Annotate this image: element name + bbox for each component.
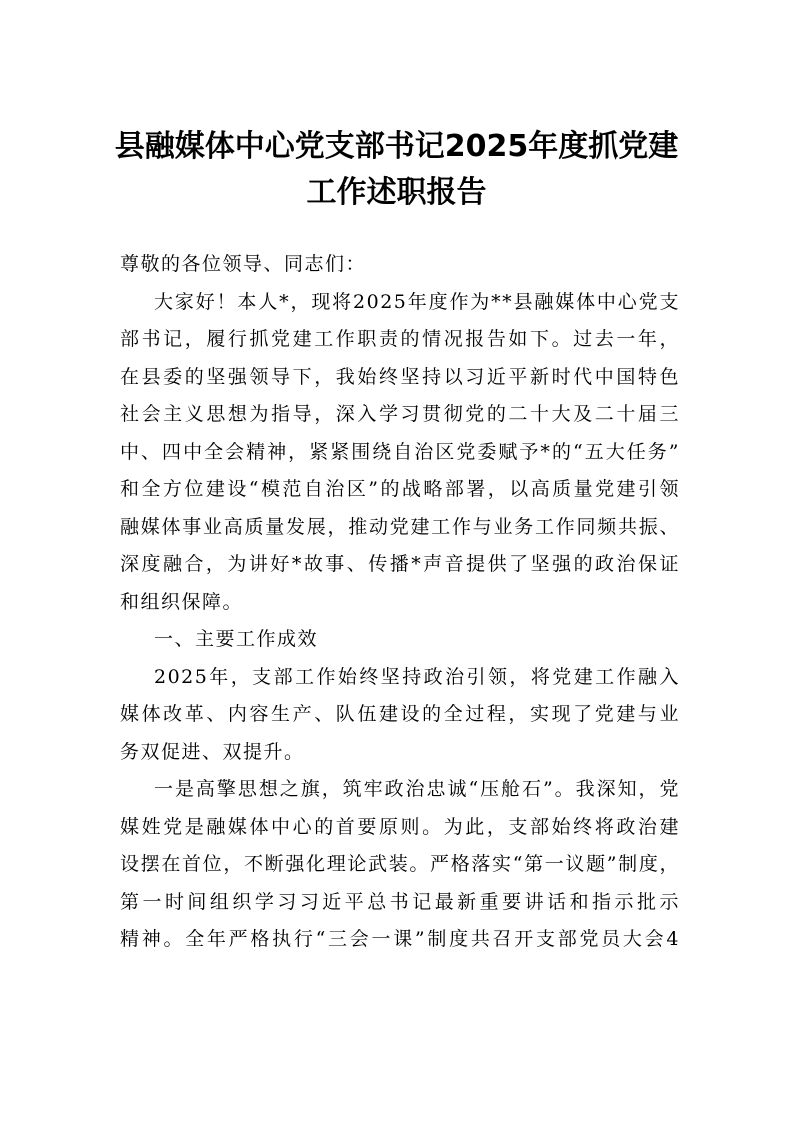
salutation: 尊敬的各位领导、同志们： (120, 253, 367, 275)
document-title-line-1: 县融媒体中心党支部书记2025年度抓党建 (114, 129, 679, 164)
document-title-line-2: 工作述职报告 (306, 175, 487, 210)
paragraph-line: 部书记，履行抓党建工作职责的情况报告如下。过去一年， (120, 328, 680, 350)
section-heading: 一、主要工作成效 (154, 628, 319, 650)
document-body (120, 246, 680, 959)
paragraph-line: 务双促进、双提升。 (120, 740, 305, 763)
paragraph-line: 融媒体事业高质量发展，推动党建工作与业务工作同频共振、 (120, 515, 680, 538)
paragraph-line: 2025年，支部工作始终坚持政治引领，将党建工作融入 (154, 665, 680, 688)
paragraph-line: 设摆在首位，不断强化理论武装。严格落实“第一议题”制度， (120, 853, 680, 875)
paragraph-line: 大家好！本人*，现将2025年度作为**县融媒体中心党支 (154, 290, 680, 313)
paragraph-line: 第一时间组织学习习近平总书记最新重要讲话和指示批示 (120, 890, 680, 913)
paragraph-line: 媒姓党是融媒体中心的首要原则。为此，支部始终将政治建 (120, 815, 680, 838)
paragraph-line: 中、四中全会精神，紧紧围绕自治区党委赋予*的“五大任务” (120, 440, 680, 463)
paragraph-line: 媒体改革、内容生产、队伍建设的全过程，实现了党建与业 (120, 703, 680, 725)
paragraph-line: 在县委的坚强领导下，我始终坚持以习近平新时代中国特色 (120, 365, 680, 388)
paragraph-line: 和组织保障。 (120, 590, 244, 613)
paragraph-line: 一是高擎思想之旗，筑牢政治忠诚“压舱石”。我深知，党 (154, 778, 680, 800)
paragraph-line: 社会主义思想为指导，深入学习贯彻党的二十大及二十届三 (120, 403, 680, 425)
paragraph-line: 精神。全年严格执行“三会一课”制度共召开支部党员大会4 (120, 928, 680, 950)
paragraph-line: 和全方位建设“模范自治区”的战略部署，以高质量党建引领 (120, 478, 680, 500)
paragraph-line: 深度融合，为讲好*故事、传播*声音提供了坚强的政治保证 (120, 553, 680, 575)
